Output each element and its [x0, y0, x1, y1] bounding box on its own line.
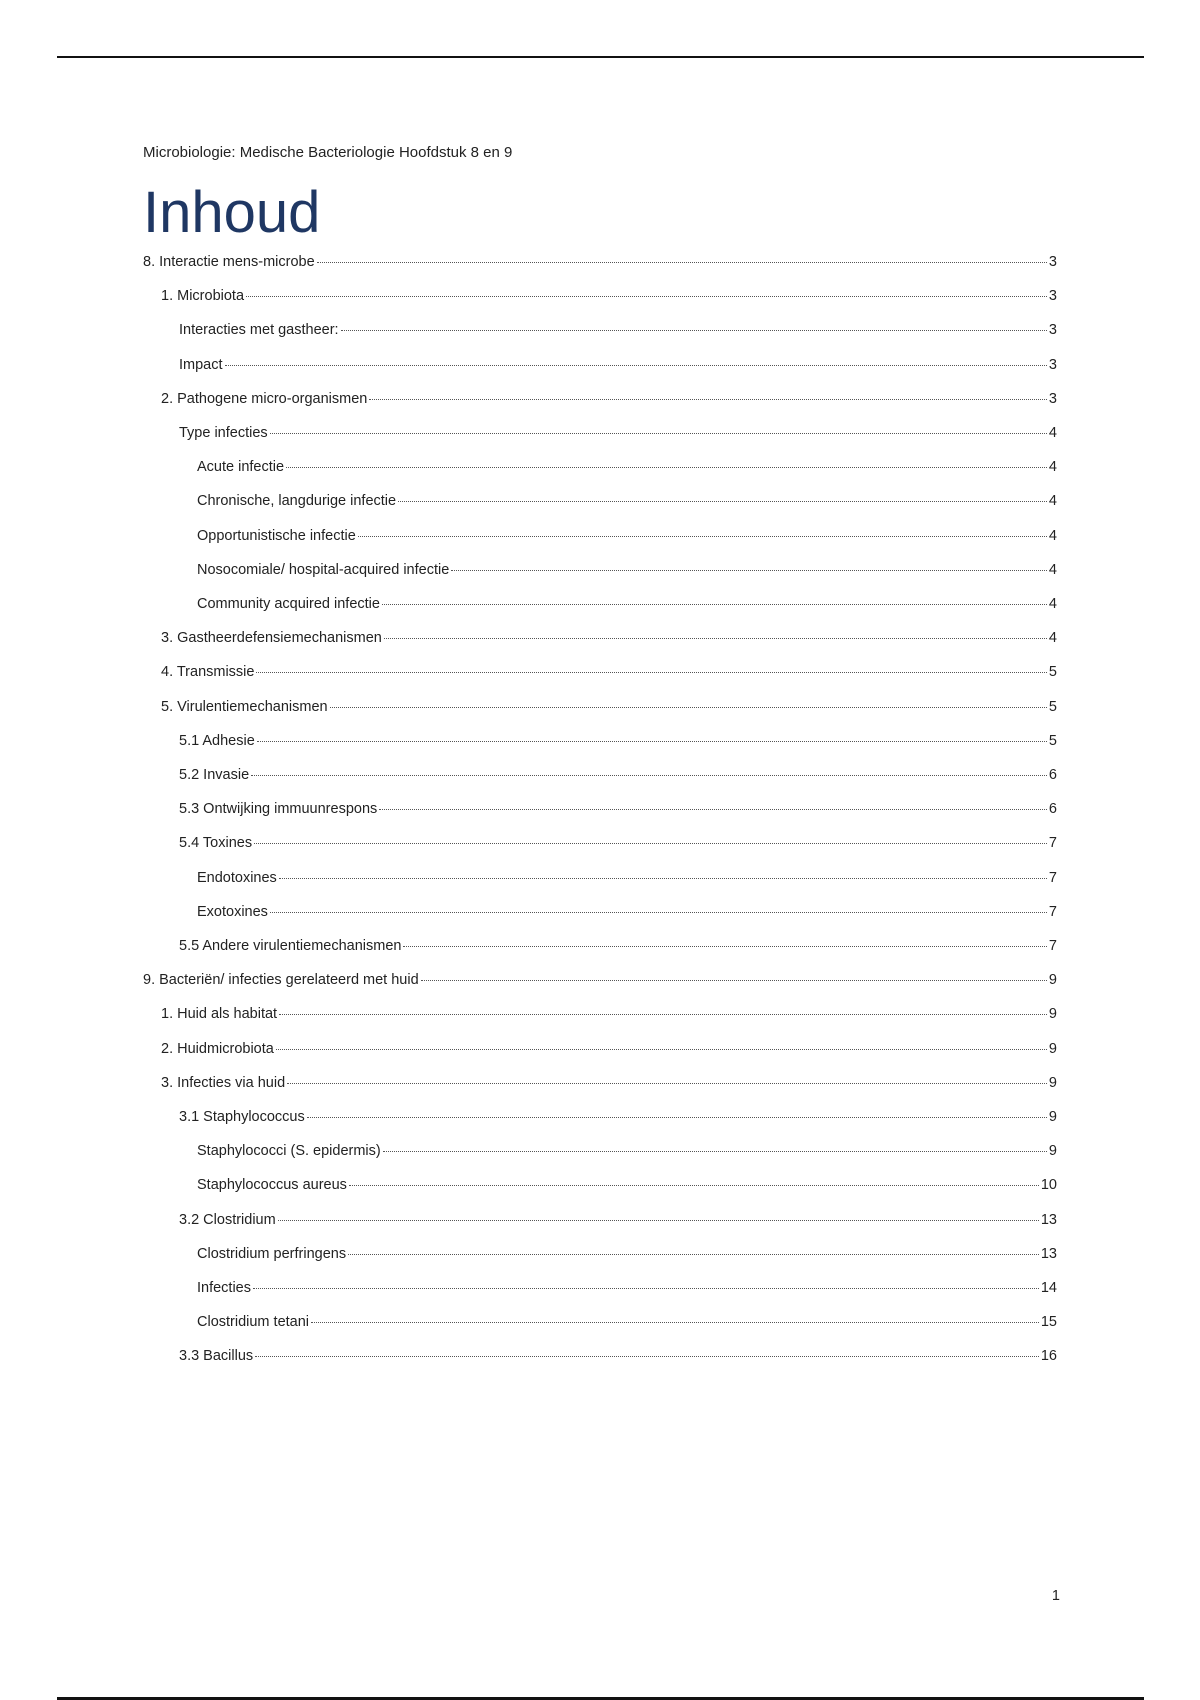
toc-entry[interactable]: [143, 972, 1057, 994]
toc-dot-leader: [398, 501, 1047, 502]
toc-entry[interactable]: [143, 767, 1057, 789]
toc-entry-label: 9. Bacteriën/ infecties gerelateerd met huid: [143, 972, 419, 989]
toc-entry[interactable]: [143, 425, 1057, 447]
toc-entry-label: 3.1 Staphylococcus: [179, 1109, 305, 1125]
toc-entry[interactable]: [143, 1212, 1057, 1234]
toc-entry[interactable]: [143, 1041, 1057, 1063]
toc-entry-page: 7: [1048, 938, 1057, 954]
toc-dot-leader: [317, 262, 1047, 263]
toc-entry-page: 9: [1048, 1109, 1057, 1125]
toc-entry-page: 9: [1048, 1143, 1057, 1160]
toc-entry-page: 6: [1048, 801, 1057, 818]
toc-entry[interactable]: [143, 1075, 1057, 1097]
toc-dot-leader: [257, 741, 1047, 742]
toc-entry-page: 3: [1048, 356, 1057, 373]
toc-entry-label: 8. Interactie mens-microbe: [143, 254, 315, 270]
toc-entry[interactable]: [143, 1177, 1057, 1199]
toc-entry[interactable]: [143, 1348, 1057, 1370]
toc-entry[interactable]: [143, 938, 1057, 960]
toc-entry[interactable]: [143, 1314, 1057, 1336]
toc-entry[interactable]: [143, 801, 1057, 823]
toc-dot-leader: [451, 570, 1047, 571]
toc-entry-page: 13: [1040, 1245, 1057, 1262]
toc-entry-label: 2. Pathogene micro-organismen: [161, 390, 368, 407]
toc-entry[interactable]: [143, 664, 1057, 686]
toc-dot-leader: [246, 296, 1047, 297]
toc-entry-label: Opportunistische infectie: [197, 527, 356, 544]
toc-dot-leader: [256, 672, 1046, 673]
toc-dot-leader: [421, 980, 1047, 981]
toc-entry-page: 3: [1048, 390, 1057, 407]
toc-entry[interactable]: [143, 493, 1057, 515]
toc-entry-label: 2. Huidmicrobiota: [161, 1040, 274, 1057]
toc-entry-label: 3.2 Clostridium: [179, 1211, 276, 1228]
toc-dot-leader: [330, 707, 1047, 708]
toc-heading: Inhoud: [143, 180, 321, 245]
toc-entry-page: 3: [1048, 254, 1057, 270]
toc-entry-page: 5: [1048, 664, 1057, 681]
toc-dot-leader: [382, 604, 1047, 605]
toc-dot-leader: [348, 1254, 1039, 1255]
toc-entry[interactable]: [143, 835, 1057, 857]
toc-entry-label: Chronische, langdurige infectie: [197, 493, 397, 510]
toc-dot-leader: [349, 1185, 1039, 1186]
toc-entry-label: Staphylococcus aureus: [197, 1177, 347, 1194]
toc-entry-label: Clostridium tetani: [197, 1314, 310, 1331]
toc-entry-label: Type infecties: [179, 425, 268, 441]
toc-entry-page: 10: [1040, 1177, 1057, 1194]
toc-entry-page: 4: [1048, 527, 1057, 544]
toc-entry-label: Clostridium perfringens: [197, 1245, 347, 1262]
toc-entry-page: 3: [1048, 322, 1057, 339]
toc-dot-leader: [307, 1117, 1047, 1118]
toc-entry[interactable]: [143, 288, 1057, 310]
toc-entry-label: Community acquired infectie: [197, 596, 380, 612]
toc-entry-page: 9: [1048, 972, 1057, 989]
toc-dot-leader: [358, 536, 1047, 537]
toc-dot-leader: [286, 467, 1047, 468]
toc-entry-page: 6: [1048, 767, 1057, 783]
toc-entry[interactable]: [143, 1280, 1057, 1302]
toc-entry-label: 1. Huid als habitat: [161, 1006, 278, 1023]
toc-dot-leader: [287, 1083, 1047, 1084]
toc-entry[interactable]: [143, 357, 1057, 379]
toc-entry[interactable]: [143, 1246, 1057, 1268]
toc-dot-leader: [253, 1288, 1039, 1289]
toc-entry[interactable]: [143, 528, 1057, 550]
toc-entry-label: Staphylococci (S. epidermis): [197, 1143, 381, 1160]
toc-dot-leader: [270, 912, 1047, 913]
toc-entry-label: 5. Virulentiemechanismen: [161, 698, 328, 715]
top-rule: [57, 56, 1144, 58]
toc-dot-leader: [369, 399, 1047, 400]
toc-entry-page: 9: [1048, 1040, 1057, 1057]
toc-entry-label: 3. Gastheerdefensiemechanismen: [161, 630, 382, 647]
toc-dot-leader: [255, 1356, 1039, 1357]
toc-dot-leader: [276, 1049, 1047, 1050]
toc-entry[interactable]: [143, 596, 1057, 618]
toc-entry-label: 3. Infecties via huid: [161, 1074, 286, 1091]
toc-dot-leader: [279, 1014, 1047, 1015]
toc-entry-page: 16: [1040, 1348, 1057, 1365]
toc-dot-leader: [341, 330, 1047, 331]
toc-entry-page: 7: [1048, 903, 1057, 920]
toc-entry-label: 3.3 Bacillus: [179, 1348, 254, 1365]
toc-dot-leader: [270, 433, 1047, 434]
toc-entry-page: 4: [1048, 493, 1057, 510]
toc-entry[interactable]: [143, 1006, 1057, 1028]
toc-entry-label: 5.1 Adhesie: [179, 732, 255, 749]
toc-entry-page: 5: [1048, 698, 1057, 715]
toc-dot-leader: [279, 878, 1047, 879]
toc-entry-page: 5: [1048, 732, 1057, 749]
toc-entry-page: 13: [1040, 1211, 1057, 1228]
toc-entry[interactable]: [143, 391, 1057, 413]
toc-entry-label: 5.2 Invasie: [179, 767, 250, 783]
toc-entry-label: 4. Transmissie: [161, 664, 255, 681]
toc-dot-leader: [251, 775, 1047, 776]
toc-entry[interactable]: [143, 1143, 1057, 1165]
toc-entry-page: 4: [1048, 459, 1057, 476]
toc-entry-label: Impact: [179, 356, 223, 373]
page-number: 1: [1051, 1588, 1060, 1604]
toc-dot-leader: [384, 638, 1047, 639]
toc-entry[interactable]: [143, 459, 1057, 481]
toc-entry-page: 7: [1048, 835, 1057, 852]
toc-entry-page: 4: [1048, 596, 1057, 612]
toc-dot-leader: [311, 1322, 1039, 1323]
toc-entry-page: 3: [1048, 288, 1057, 305]
toc-entry-label: Interacties met gastheer:: [179, 322, 339, 339]
toc-entry-page: 14: [1040, 1280, 1057, 1296]
toc-entry[interactable]: [143, 562, 1057, 584]
toc-entry-page: 9: [1048, 1074, 1057, 1091]
toc-entry[interactable]: [143, 699, 1057, 721]
toc-entry-page: 7: [1048, 869, 1057, 886]
toc-dot-leader: [383, 1151, 1047, 1152]
toc-dot-leader: [254, 843, 1047, 844]
toc-entry-label: 5.3 Ontwijking immuunrespons: [179, 801, 378, 818]
toc-entry-label: 1. Microbiota: [161, 288, 245, 305]
toc-entry-page: 15: [1040, 1314, 1057, 1331]
toc-dot-leader: [278, 1220, 1039, 1221]
document-header-title: Microbiologie: Medische Bacteriologie Hoofdstuk 8 en 9: [143, 144, 513, 161]
toc-entry-page: 9: [1048, 1006, 1057, 1023]
toc-entry[interactable]: [143, 1109, 1057, 1131]
toc-dot-leader: [403, 946, 1046, 947]
toc-entry-page: 4: [1048, 425, 1057, 441]
toc-entry[interactable]: [143, 733, 1057, 755]
toc-entry-label: Infecties: [197, 1280, 251, 1296]
toc-entry-label: 5.4 Toxines: [179, 835, 253, 852]
toc-entry[interactable]: [143, 870, 1057, 892]
toc-entry-label: Nosocomiale/ hospital-acquired infectie: [197, 561, 450, 578]
toc-entry-page: 4: [1048, 561, 1057, 578]
toc-entry[interactable]: [143, 322, 1057, 344]
toc-entry[interactable]: [143, 254, 1057, 276]
toc-dot-leader: [379, 809, 1047, 810]
toc-entry-label: 5.5 Andere virulentiemechanismen: [179, 938, 402, 954]
toc-entry[interactable]: [143, 904, 1057, 926]
toc-entry-label: Endotoxines: [197, 869, 277, 886]
toc-entry-page: 4: [1048, 630, 1057, 647]
toc-dot-leader: [225, 365, 1047, 366]
toc-entry[interactable]: [143, 630, 1057, 652]
toc-entry-label: Acute infectie: [197, 459, 285, 476]
toc-entry-label: Exotoxines: [197, 903, 268, 920]
